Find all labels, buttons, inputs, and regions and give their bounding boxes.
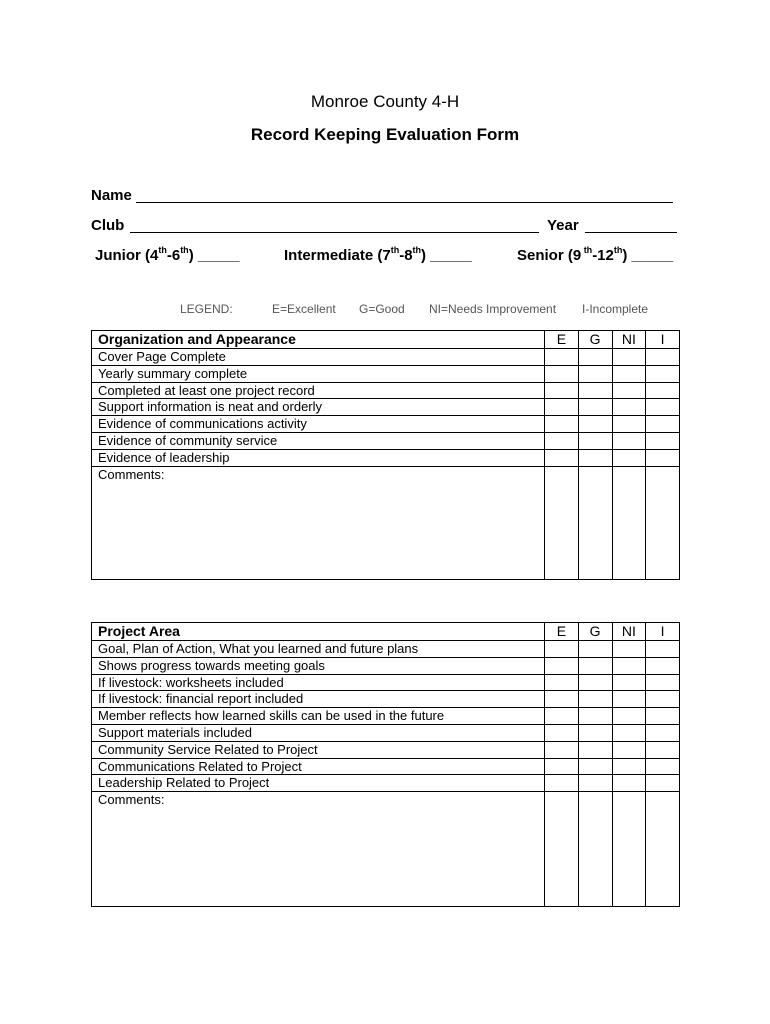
score-cell-g[interactable] — [578, 349, 612, 366]
score-cell-e[interactable] — [545, 641, 579, 658]
column-i-header: I — [646, 623, 680, 641]
project-heading: Project Area — [92, 623, 545, 641]
comments-field[interactable]: Comments: — [92, 466, 545, 579]
organization-heading: Organization and Appearance — [92, 331, 545, 349]
county-heading: Monroe County 4-H — [310, 92, 460, 111]
score-cell-e[interactable] — [545, 399, 579, 416]
score-cell-ni[interactable] — [612, 416, 646, 433]
organization-items — [92, 349, 680, 580]
criterion-label: Community Service Related to Project — [92, 741, 545, 758]
score-cell-g[interactable] — [578, 674, 612, 691]
club-year-row — [91, 217, 678, 237]
table-row — [92, 432, 680, 449]
age-division-row — [91, 247, 678, 267]
score-cell-e[interactable] — [545, 758, 579, 775]
score-cell-ni[interactable] — [612, 449, 646, 466]
score-cell-i[interactable] — [646, 775, 680, 792]
score-cell-ni[interactable] — [612, 674, 646, 691]
criterion-label: Support materials included — [92, 724, 545, 741]
score-cell-e[interactable] — [545, 741, 579, 758]
score-cell-g[interactable] — [578, 708, 612, 725]
legend — [0, 302, 770, 318]
score-cell-e[interactable] — [545, 691, 579, 708]
criterion-label: Yearly summary complete — [92, 365, 545, 382]
score-cell-g[interactable] — [578, 432, 612, 449]
score-cell-g[interactable] — [578, 449, 612, 466]
comments-row — [92, 792, 680, 907]
score-cell-i[interactable] — [646, 708, 680, 725]
column-g-header: G — [578, 623, 612, 641]
score-cell-g[interactable] — [578, 416, 612, 433]
table-row — [92, 775, 680, 792]
senior-field[interactable]: Senior (9 $^{th}$-12th) _____ — [517, 245, 674, 264]
score-cell-i[interactable] — [646, 724, 680, 741]
score-cell-ni[interactable] — [612, 641, 646, 658]
score-cell-ni[interactable] — [612, 432, 646, 449]
table-row — [92, 399, 680, 416]
score-cell-g[interactable] — [578, 724, 612, 741]
table-row — [92, 674, 680, 691]
comments-score-cell-e — [545, 466, 579, 579]
score-cell-e[interactable] — [545, 657, 579, 674]
score-cell-g[interactable] — [578, 758, 612, 775]
score-cell-i[interactable] — [646, 382, 680, 399]
score-cell-i[interactable] — [646, 449, 680, 466]
table-row — [92, 708, 680, 725]
criterion-label: Member reflects how learned skills can be used in the future — [92, 708, 545, 725]
score-cell-e[interactable] — [545, 416, 579, 433]
year-label: Year — [547, 217, 579, 234]
score-cell-i[interactable] — [646, 741, 680, 758]
criterion-label: Evidence of communications activity — [92, 416, 545, 433]
column-g-header: G — [578, 331, 612, 349]
comments-score-cell-e — [545, 792, 579, 907]
score-cell-e[interactable] — [545, 432, 579, 449]
legend-excellent: E=Excellent — [272, 302, 336, 316]
score-cell-i[interactable] — [646, 416, 680, 433]
legend-label: LEGEND: — [180, 302, 233, 316]
score-cell-ni[interactable] — [612, 382, 646, 399]
score-cell-i[interactable] — [646, 657, 680, 674]
form-title: Record Keeping Evaluation Form — [250, 125, 520, 144]
score-cell-e[interactable] — [545, 382, 579, 399]
table-row — [92, 741, 680, 758]
legend-incomplete: I-Incomplete — [582, 302, 649, 316]
criterion-label: Leadership Related to Project — [92, 775, 545, 792]
comments-score-cell-i — [646, 466, 680, 579]
criterion-label: Completed at least one project record — [92, 382, 545, 399]
comments-score-cell-ni — [612, 792, 646, 907]
score-cell-i[interactable] — [646, 758, 680, 775]
score-cell-g[interactable] — [578, 365, 612, 382]
column-i-header: I — [646, 331, 680, 349]
column-e-header: E — [545, 623, 579, 641]
table-row — [92, 657, 680, 674]
criterion-label: Support information is neat and orderly — [92, 399, 545, 416]
score-cell-i[interactable] — [646, 641, 680, 658]
column-ni-header: NI — [612, 623, 646, 641]
score-cell-i[interactable] — [646, 691, 680, 708]
table-row — [92, 691, 680, 708]
year-field[interactable] — [585, 232, 677, 233]
table-header-row — [92, 331, 680, 349]
criterion-label: Communications Related to Project — [92, 758, 545, 775]
score-cell-i[interactable] — [646, 399, 680, 416]
table-row — [92, 758, 680, 775]
score-cell-i[interactable] — [646, 365, 680, 382]
organization-table — [91, 330, 680, 580]
comments-score-cell-g — [578, 466, 612, 579]
table-row — [92, 365, 680, 382]
criterion-label: If livestock: worksheets included — [92, 674, 545, 691]
score-cell-e[interactable] — [545, 775, 579, 792]
comments-row — [92, 466, 680, 579]
score-cell-ni[interactable] — [612, 741, 646, 758]
table-row — [92, 641, 680, 658]
club-field[interactable] — [130, 232, 539, 233]
comments-score-cell-g — [578, 792, 612, 907]
table-header-row — [92, 623, 680, 641]
score-cell-g[interactable] — [578, 641, 612, 658]
club-label: Club — [91, 217, 125, 234]
score-cell-i[interactable] — [646, 349, 680, 366]
criterion-label: Cover Page Complete — [92, 349, 545, 366]
name-field-row — [91, 187, 678, 207]
score-cell-ni[interactable] — [612, 399, 646, 416]
score-cell-e[interactable] — [545, 349, 579, 366]
comments-score-cell-i — [646, 792, 680, 907]
table-row — [92, 382, 680, 399]
score-cell-g[interactable] — [578, 775, 612, 792]
comments-field[interactable]: Comments: — [92, 792, 545, 907]
column-ni-header: NI — [612, 331, 646, 349]
score-cell-g[interactable] — [578, 657, 612, 674]
score-cell-e[interactable] — [545, 365, 579, 382]
score-cell-ni[interactable] — [612, 657, 646, 674]
score-cell-e[interactable] — [545, 724, 579, 741]
table-row — [92, 416, 680, 433]
score-cell-g[interactable] — [578, 382, 612, 399]
score-cell-ni[interactable] — [612, 708, 646, 725]
score-cell-ni[interactable] — [612, 365, 646, 382]
project-items — [92, 641, 680, 907]
criterion-label: Evidence of community service — [92, 432, 545, 449]
junior-field[interactable]: Junior (4th-6th) _____ — [95, 245, 240, 264]
score-cell-e[interactable] — [545, 674, 579, 691]
criterion-label: Shows progress towards meeting goals — [92, 657, 545, 674]
score-cell-ni[interactable] — [612, 758, 646, 775]
intermediate-field[interactable]: Intermediate (7th-8th) _____ — [284, 245, 472, 264]
score-cell-e[interactable] — [545, 449, 579, 466]
table-row — [92, 724, 680, 741]
name-label: Name — [91, 187, 132, 204]
legend-needs-improvement: NI=Needs Improvement — [429, 302, 557, 316]
score-cell-ni[interactable] — [612, 691, 646, 708]
criterion-label: Evidence of leadership — [92, 449, 545, 466]
table-row — [92, 349, 680, 366]
score-cell-g[interactable] — [578, 691, 612, 708]
score-cell-i[interactable] — [646, 674, 680, 691]
score-cell-ni[interactable] — [612, 349, 646, 366]
score-cell-g[interactable] — [578, 399, 612, 416]
score-cell-g[interactable] — [578, 741, 612, 758]
score-cell-e[interactable] — [545, 708, 579, 725]
score-cell-i[interactable] — [646, 432, 680, 449]
score-cell-ni[interactable] — [612, 724, 646, 741]
legend-good: G=Good — [359, 302, 405, 316]
table-row — [92, 449, 680, 466]
criterion-label: If livestock: financial report included — [92, 691, 545, 708]
criterion-label: Goal, Plan of Action, What you learned and future plans — [92, 641, 545, 658]
score-cell-ni[interactable] — [612, 775, 646, 792]
comments-score-cell-ni — [612, 466, 646, 579]
project-table — [91, 622, 680, 907]
name-field[interactable] — [136, 202, 673, 203]
column-e-header: E — [545, 331, 579, 349]
